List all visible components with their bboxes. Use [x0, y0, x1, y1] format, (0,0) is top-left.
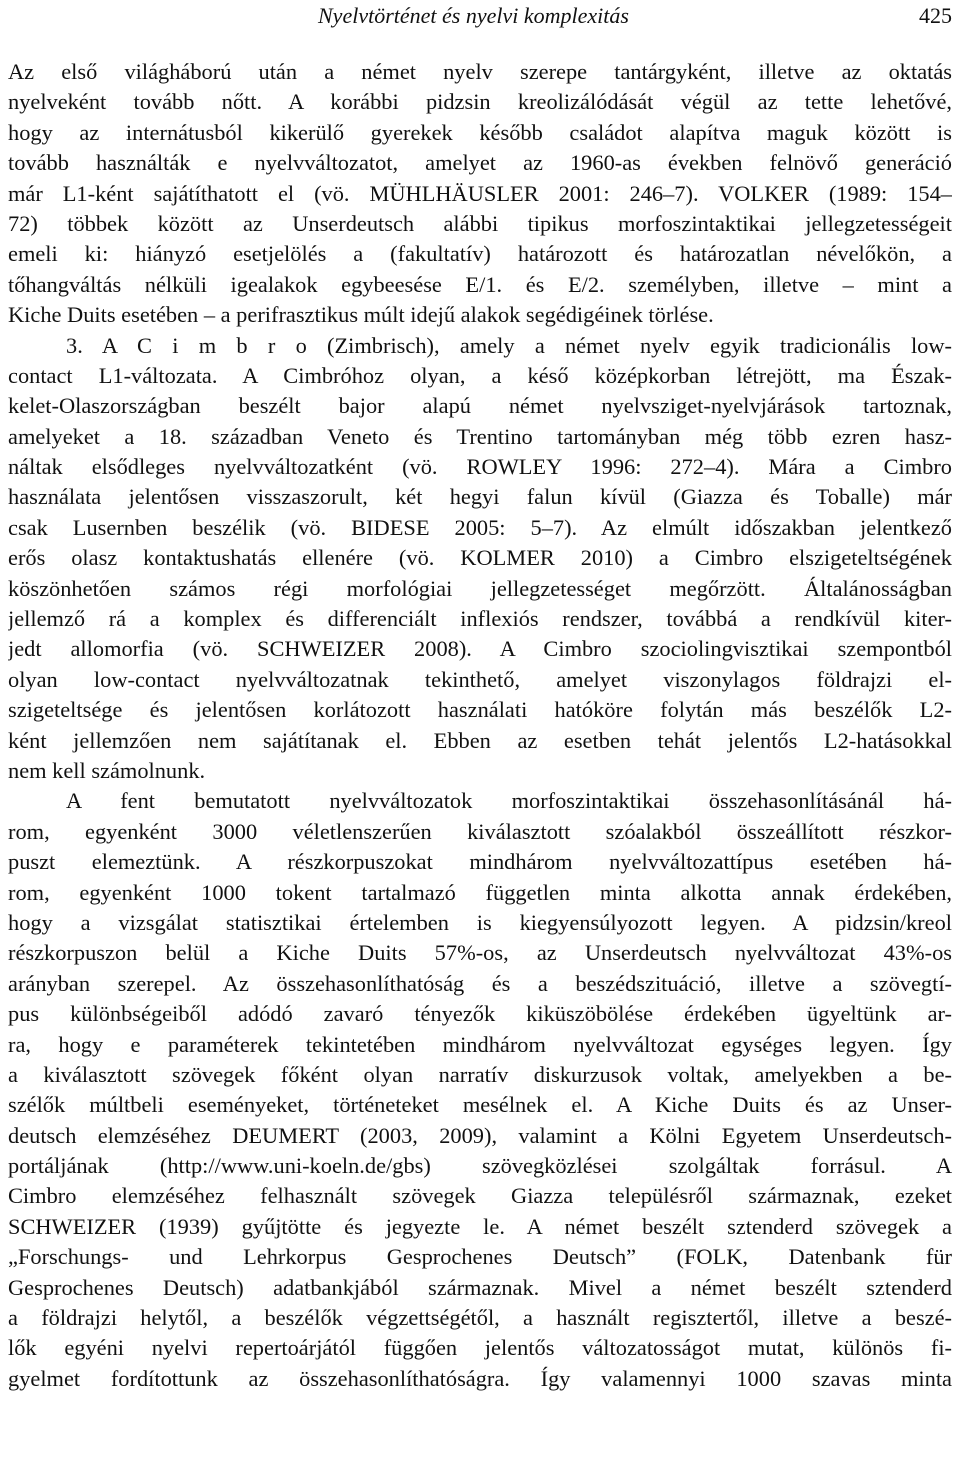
text-line: részkorpuszon belül a Kiche Duits 57%-os, az Unserdeutsch nyelvváltozat 43%-os	[8, 940, 952, 966]
text-line: puszt elemeztünk. A részkorpuszokat mindhárom nyelvváltozattípus esetében há-	[8, 849, 952, 875]
text-line: hogy az internátusból kikerülő gyerekek később családot alapítva maguk között is	[8, 119, 952, 145]
text-line: gyelmet fordítottunk az összehasonlíthatóságra. Így valamennyi 1000 szavas minta	[8, 1365, 952, 1391]
text-line: pus különbségeiből adódó zavaró tényezők kiküszöbölése érdekében ügyeltünk ar-	[8, 1001, 952, 1027]
text-line: csak Lusernben beszélik (vö. BIDESE 2005: 5–7). Az elmúlt időszakban jelentkező	[8, 514, 952, 540]
text-line: 72) többek között az Unserdeutsch alábbi tipikus morfoszintaktikai jellegzetességeit	[8, 210, 952, 236]
text-line: használata jelentősen visszaszorult, két hegyi falun kívül (Giazza és Toballe) már	[8, 484, 952, 510]
text-line: SCHWEIZER (1939) gyűjtötte és jegyezte le. A német beszélt sztenderd szövegek a	[8, 1213, 952, 1239]
text-line: tőhangváltás nélküli igealakok egybeesése E/1. és E/2. személyben, illetve – mint a	[8, 271, 952, 297]
text-line: náltak elsődleges nyelvváltozatként (vö. ROWLEY 1996: 272–4). Mára a Cimbro	[8, 454, 952, 480]
text-line: 3. A C i m b r o (Zimbrisch), amely a német nyelv egyik tradicionális low-	[66, 332, 952, 358]
text-line: olyan low-contact nyelvváltozatnak tekinthető, amelyet viszonylagos földrajzi el-	[8, 666, 952, 692]
text-line: már L1-ként sajátíthatott el (vö. MÜHLHÄUSLER 2001: 246–7). VOLKER (1989: 154–	[8, 180, 952, 206]
text-line: deutsch elemzéséhez DEUMERT (2003, 2009), valamint a Kölni Egyetem Unserdeutsch-	[8, 1122, 952, 1148]
book-page	[8, 0, 952, 1394]
text-line: szélők múltbeli eseményeket, történeteket mesélnek el. A Kiche Duits és az Unser-	[8, 1092, 952, 1118]
page-number: 425	[919, 3, 952, 28]
text-line: emeli ki: hiányzó esetjelölés a (fakultatív) határozott és határozatlan névelőkön, a	[8, 241, 952, 267]
text-line: contact L1-változata. A Cimbróhoz olyan, a késő középkorban létrejött, ma Észak-	[8, 362, 952, 388]
text-line: Cimbro elemzéséhez felhasznált szövegek Giazza településről származnak, ezeket	[8, 1183, 952, 1209]
text-line: nyelveként tovább nőtt. A korábbi pidzsin kreolizálódását végül az tette lehetővé,	[8, 89, 952, 115]
text-line: A fent bemutatott nyelvváltozatok morfoszintaktikai összehasonlításánál há-	[66, 788, 952, 814]
running-title: Nyelvtörténet és nyelvi komplexitás	[318, 3, 629, 28]
text-line: tovább használták e nyelvváltozatot, amelyet az 1960-as években felnövő generáció	[8, 150, 952, 176]
body-text	[8, 57, 952, 1394]
text-line: rom, egyenként 3000 véletlenszerűen kiválasztott szóalakból összeállított részkor-	[8, 818, 952, 844]
text-line: jellemző rá a komplex és differenciált inflexiós rendszer, továbbá a rendkívül kiter-	[8, 606, 952, 632]
text-line: a földrajzi helytől, a beszélők végzettségétől, a használt regisztertől, illetve a beszé-	[8, 1305, 952, 1331]
text-line: amelyeket a 18. században Veneto és Trentino tartományban még több ezren hasz-	[8, 423, 952, 449]
text-line: a kiválasztott szövegek főként olyan narratív diskurzusok voltak, amelyekben a be-	[8, 1061, 952, 1087]
text-line: Kiche Duits esetében – a perifrasztikus múlt idejű alakok segédigéinek törlése.	[8, 302, 714, 328]
text-line: arányban szerepel. Az összehasonlíthatóság és a beszédszituáció, illetve a szövegtí-	[8, 970, 952, 996]
text-line: ra, hogy e paraméterek tekintetében mindhárom nyelvváltozat egységes legyen. Így	[8, 1031, 952, 1057]
text-line: lők egyéni nyelvi repertoárjától függően jelentős változatosságot mutat, különös fi-	[8, 1335, 952, 1361]
text-line: ként jellemzően nem sajátítanak el. Ebben az esetben tehát jelentős L2-hatásokkal	[8, 727, 952, 753]
text-line: szigeteltsége és jelentősen korlátozott használati hatóköre folytán más beszélők L2-	[8, 697, 952, 723]
text-line: nem kell számolnunk.	[8, 757, 206, 783]
text-line: jedt allomorfia (vö. SCHWEIZER 2008). A Cimbro szociolingvisztikai szempontból	[8, 636, 952, 662]
text-line: portáljának (http://www.uni-koeln.de/gbs) szövegközlései szolgáltak forrásul. A	[8, 1153, 952, 1179]
text-line: kelet-Olaszországban beszélt bajor alapú német nyelvsziget-nyelvjárások tartoznak,	[8, 393, 952, 419]
text-line: Gesprochenes Deutsch) adatbankjából származnak. Mivel a német beszélt sztenderd	[8, 1274, 952, 1300]
text-line: „Forschungs- und Lehrkorpus Gesprochenes Deutsch” (FOLK, Datenbank für	[8, 1244, 952, 1270]
text-line: erős olasz kontaktushatás ellenére (vö. KOLMER 2010) a Cimbro elszigeteltségének	[8, 545, 952, 571]
running-head	[8, 0, 952, 32]
text-line: hogy a vizsgálat statisztikai értelemben is kiegyensúlyozott legyen. A pidzsin/kreol	[8, 909, 952, 935]
text-line: köszönhetően számos régi morfológiai jellegzetességet megőrzött. Általánosságban	[8, 575, 952, 601]
text-line: Az első világháború után a német nyelv szerepe tantárgyként, illetve az oktatás	[8, 59, 952, 84]
text-line: rom, egyenként 1000 tokent tartalmazó független minta alkotta annak érdekében,	[8, 879, 952, 905]
